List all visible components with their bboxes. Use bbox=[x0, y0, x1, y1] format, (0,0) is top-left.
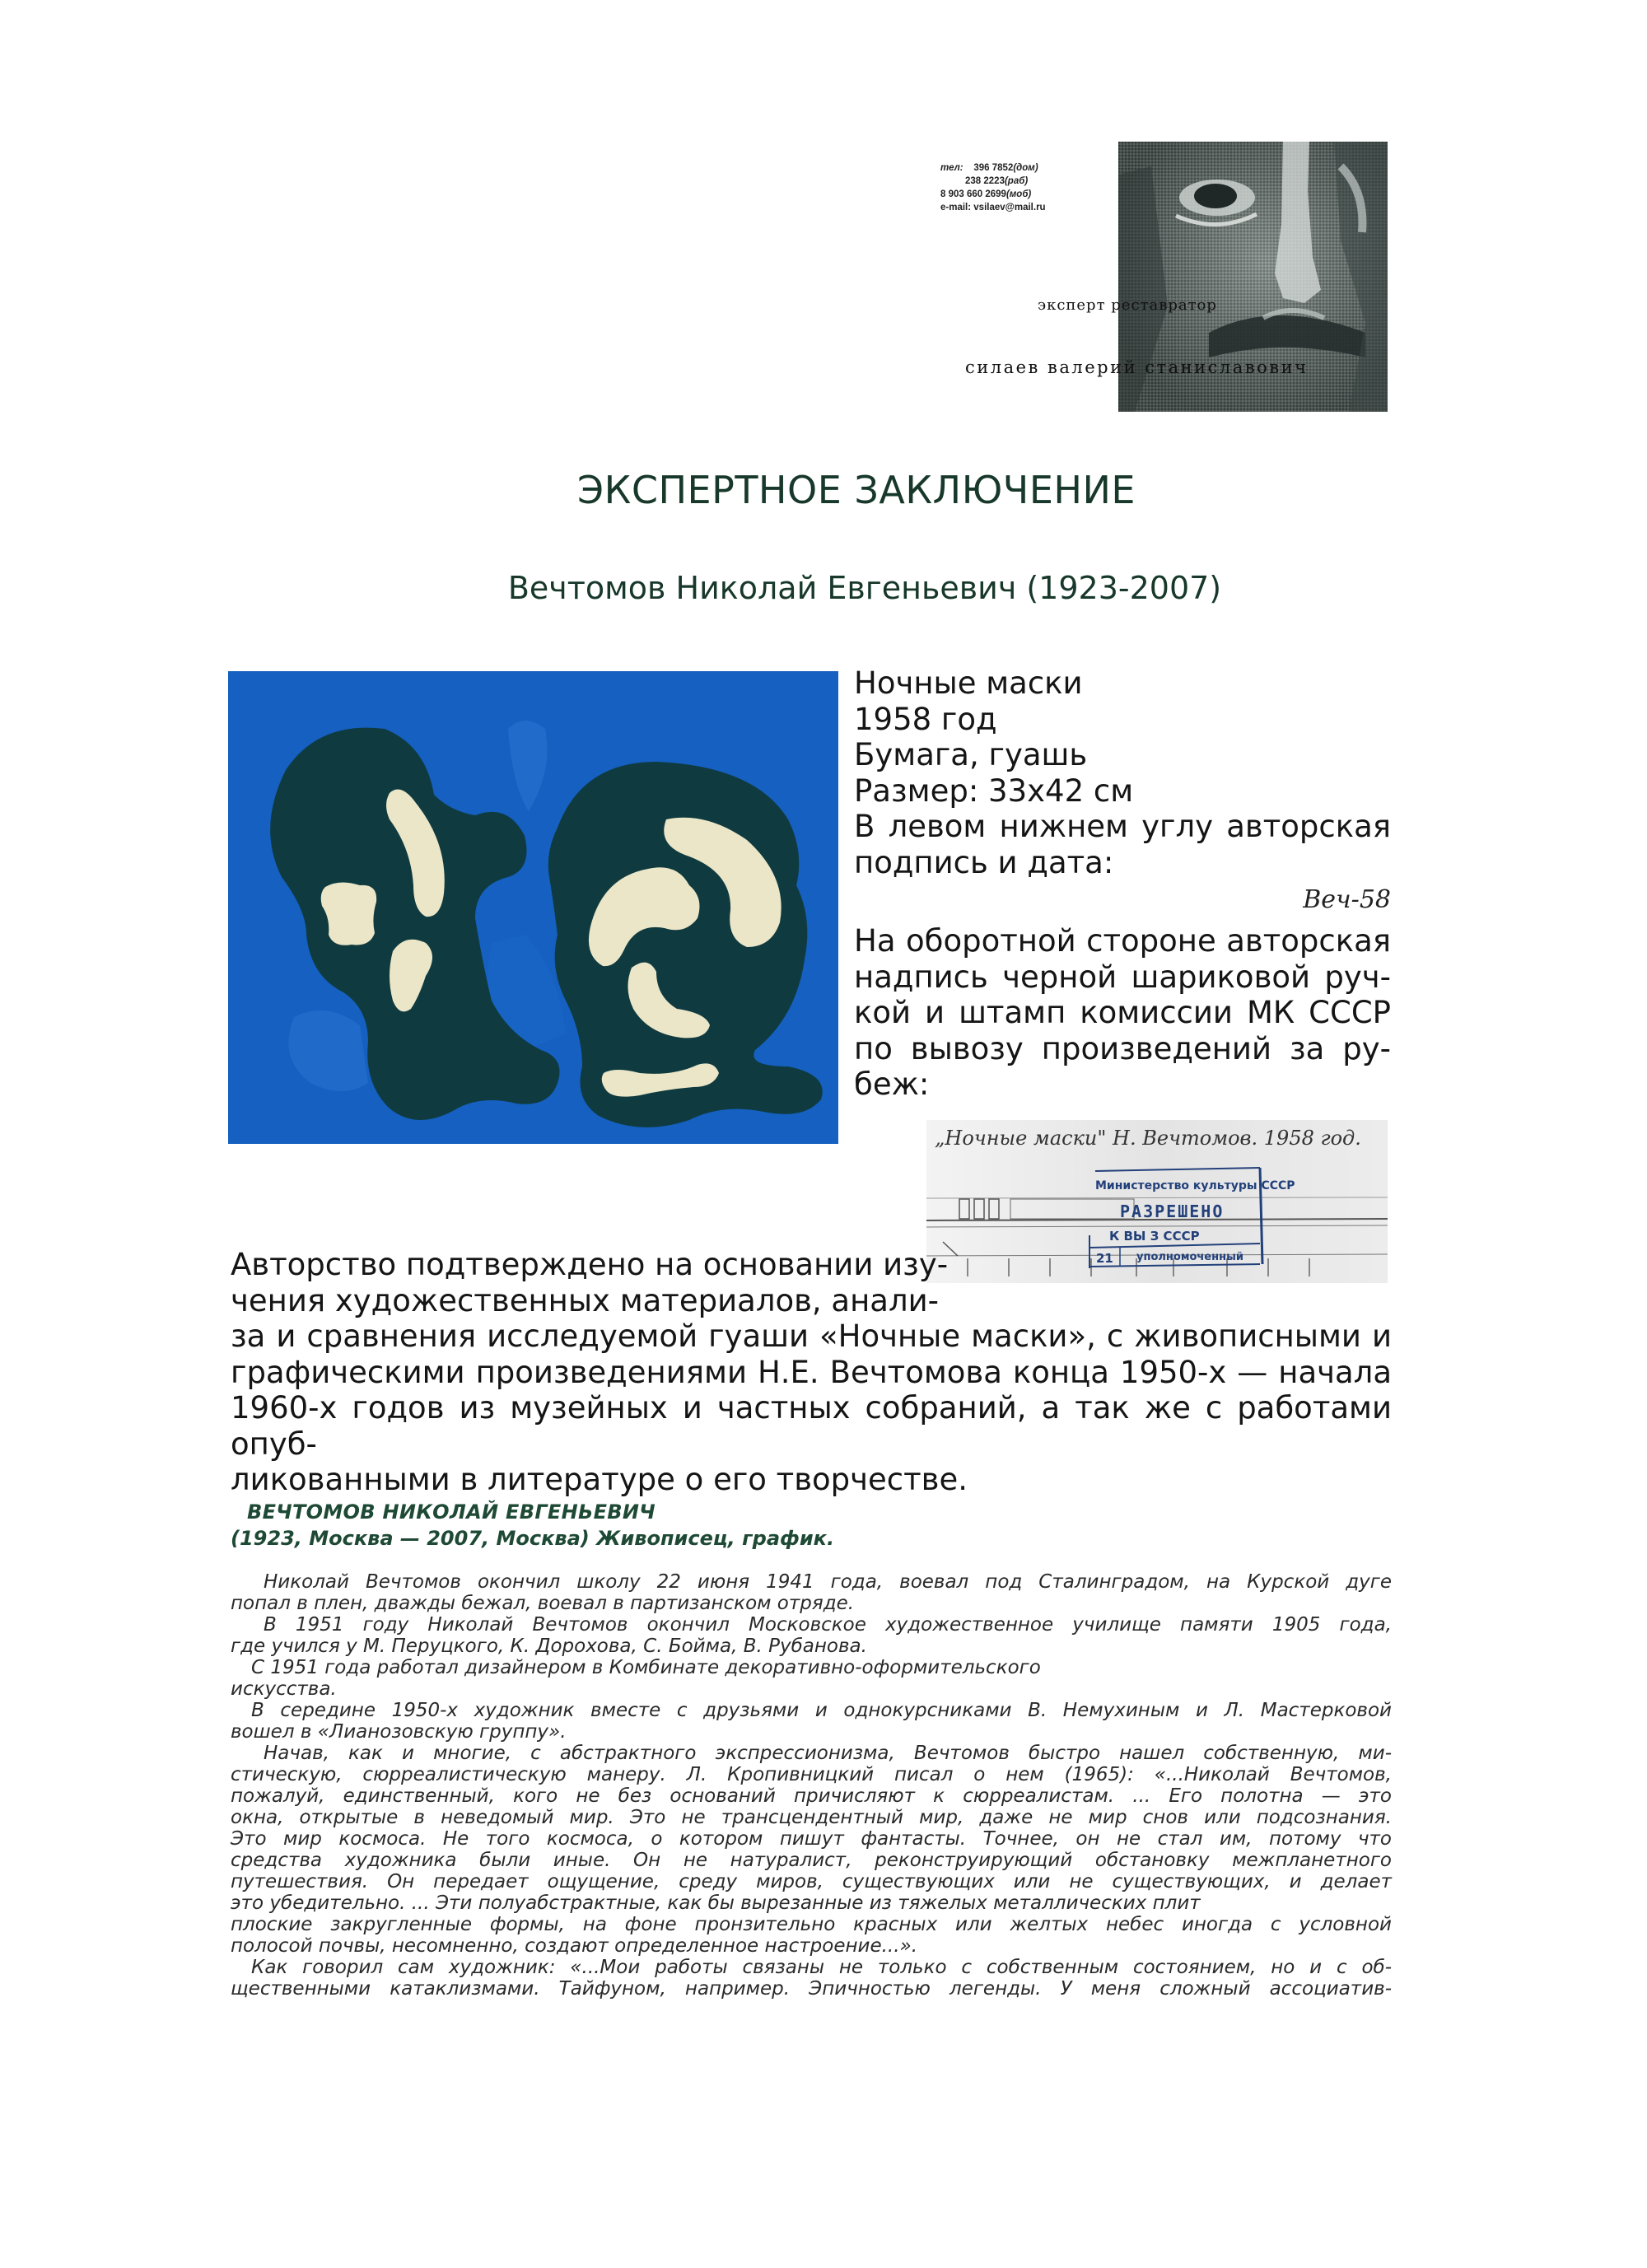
bio-artist-name: ВЕЧТОМОВ НИКОЛАЙ ЕВГЕНЬЕВИЧ bbox=[247, 1500, 656, 1524]
phone-mobile-note: (моб) bbox=[1005, 189, 1032, 199]
phone-work: 238 2223 bbox=[965, 176, 1005, 186]
artwork-title: Ночные маски bbox=[854, 665, 1083, 701]
attribution-line: ликованными в литературе о его творчестве. bbox=[231, 1462, 968, 1497]
artwork-year: 1958 год bbox=[854, 701, 997, 737]
bio-line: вошел в «Лианозовскую группу». bbox=[231, 1721, 567, 1743]
artwork-painting bbox=[228, 671, 838, 1144]
attribution-line: чения художественных материалов, анали- bbox=[231, 1282, 940, 1318]
attribution-line: Авторство подтверждено на основании изу- bbox=[231, 1247, 949, 1282]
stamp-authorized: уполномоченный bbox=[1136, 1251, 1243, 1263]
artist-heading: Вечтомов Николай Евгеньевич (1923-2007) bbox=[507, 570, 1222, 606]
signature-note-line: подпись и дата: bbox=[854, 844, 1114, 880]
email-label: e-mail: bbox=[940, 203, 972, 212]
attribution-paragraph bbox=[231, 1247, 1392, 1498]
attribution-line: за и сравнения исследуемой гуаши «Ночные маски», с живописными и bbox=[231, 1318, 1392, 1354]
email-row bbox=[940, 201, 1122, 214]
artwork-size: Размер: 33х42 см bbox=[854, 772, 1134, 809]
bio-line: В середине 1950-х художник вместе с друзьями и однокурсниками В. Немухиным и Л. Мастерковой bbox=[251, 1700, 1392, 1721]
bio-line: полосой почвы, несомненно, создают определенное настроение...». bbox=[231, 1935, 918, 1957]
attribution-line: 1960-х годов из музейных и частных собраний, а так же с работами опуб- bbox=[231, 1390, 1392, 1462]
bio-line: где учился у М. Перуцкого, К. Дорохова, С. Бойма, В. Рубанова. bbox=[231, 1636, 867, 1657]
phone-home: 396 7852 bbox=[973, 163, 1014, 173]
expert-role: эксперт реставратор bbox=[1038, 296, 1217, 314]
bio-line: это убедительно. ... Эти полуабстрактные, как бы вырезанные из тяжелых металлических плит bbox=[231, 1892, 1201, 1914]
phone-work-row bbox=[940, 175, 1122, 188]
bio-line: стическую, сюрреалистическую манеру. Л. Кропивницкий писал о нем (1965): «...Николай Вечтомов, bbox=[231, 1764, 1392, 1785]
bio-line: попал в плен, дважды бежал, воевал в партизанском отряде. bbox=[231, 1593, 855, 1614]
phone-home-note: (дом) bbox=[1013, 163, 1038, 173]
reverse-note-line: На оборотной стороне авторская bbox=[854, 923, 1391, 959]
stamp-number: 21 bbox=[1096, 1251, 1113, 1266]
bio-line: щественными катаклизмами. Тайфуном, например. Эпичностью легенды. У меня сложный ассоциатив- bbox=[231, 1978, 1392, 2000]
email-link[interactable]: vsilaev@mail.ru bbox=[973, 203, 1046, 212]
phone-mobile: 8 903 660 2699 bbox=[940, 189, 1006, 199]
bio-line: Это мир космоса. Не того космоса, о котором пишут фантасты. Точнее, он не стал им, потому что bbox=[231, 1828, 1392, 1850]
stamp-ministry: Министерство культуры СССР bbox=[1095, 1179, 1295, 1192]
bio-line: В 1951 году Николай Вечтомов окончил Московское художественное училище памяти 1905 года, bbox=[264, 1614, 1392, 1636]
bio-line: пожалуй, единственный, кого не без оснований причисляют к сюрреалистам. ... Его полотна — это bbox=[231, 1785, 1392, 1807]
attribution-line: графическими произведениями Н.Е. Вечтомова конца 1950-х — начала bbox=[231, 1354, 1392, 1390]
artwork-image bbox=[228, 671, 838, 1144]
phone-mobile-row bbox=[940, 188, 1122, 201]
phone-home-row bbox=[940, 161, 1122, 175]
phone-label: тел: bbox=[940, 163, 963, 173]
biography-text bbox=[231, 1571, 1392, 2000]
artist-signature: Веч-58 bbox=[1303, 885, 1391, 914]
bio-line: С 1951 года работал дизайнером в Комбинате декоративно-оформительского bbox=[251, 1657, 1041, 1678]
expert-name: силаев валерий станиславович bbox=[965, 357, 1309, 377]
bio-artist-dates: (1923, Москва — 2007, Москва) Живописец, график. bbox=[231, 1527, 835, 1550]
bio-line: плоские закругленные формы, на фоне пронзительно красных или желтых небес иногда с условной bbox=[231, 1914, 1392, 1935]
document-title: ЭКСПЕРТНОЕ ЗАКЛЮЧЕНИЕ bbox=[577, 468, 1136, 512]
contact-block bbox=[940, 161, 1122, 214]
cream-shape bbox=[321, 882, 377, 945]
phone-work-note: (раб) bbox=[1004, 176, 1029, 186]
bio-line: путешествия. Он передает ощущение, среду миров, существующих или не существующих, и делает bbox=[231, 1871, 1392, 1892]
bio-line: средства художника были иные. Он не натуралист, реконструирующий обстановку межпланетного bbox=[231, 1850, 1392, 1871]
bio-line: искусства. bbox=[231, 1678, 337, 1700]
artwork-details bbox=[854, 665, 1391, 1103]
stamp-permitted: РАЗРЕШЕНО bbox=[1120, 1202, 1225, 1221]
bio-line: окна, открытые в неведомый мир. Это не трансцендентный мир, даже не мир снов или подсознания. bbox=[231, 1807, 1392, 1828]
bio-line: Начав, как и многие, с абстрактного экспрессионизма, Вечтомов быстро нашел собственную, ми- bbox=[264, 1743, 1392, 1764]
reverse-note-line: беж: bbox=[854, 1066, 930, 1102]
artwork-medium: Бумага, гуашь bbox=[854, 737, 1088, 772]
reverse-note-line: кой и штамп комиссии МК СССР bbox=[854, 995, 1391, 1030]
bio-line: Николай Вечтомов окончил школу 22 июня 1941 года, воевал под Сталинградом, на Курской дуге bbox=[264, 1571, 1392, 1593]
reverse-note-line: надпись черной шариковой руч- bbox=[854, 959, 1391, 995]
stamp-handwriting: „Ночные маски" Н. Вечтомов. 1958 год. bbox=[935, 1127, 1361, 1150]
bio-line: Как говорил сам художник: «...Мои работы связаны не только с собственным состоянием, но и с об- bbox=[251, 1957, 1392, 1978]
stamp-row: К ВЫ З СССР bbox=[1109, 1229, 1200, 1244]
reverse-note-line: по вывозу произведений за ру- bbox=[854, 1030, 1391, 1066]
signature-note-line: В левом нижнем углу авторская bbox=[854, 809, 1391, 844]
